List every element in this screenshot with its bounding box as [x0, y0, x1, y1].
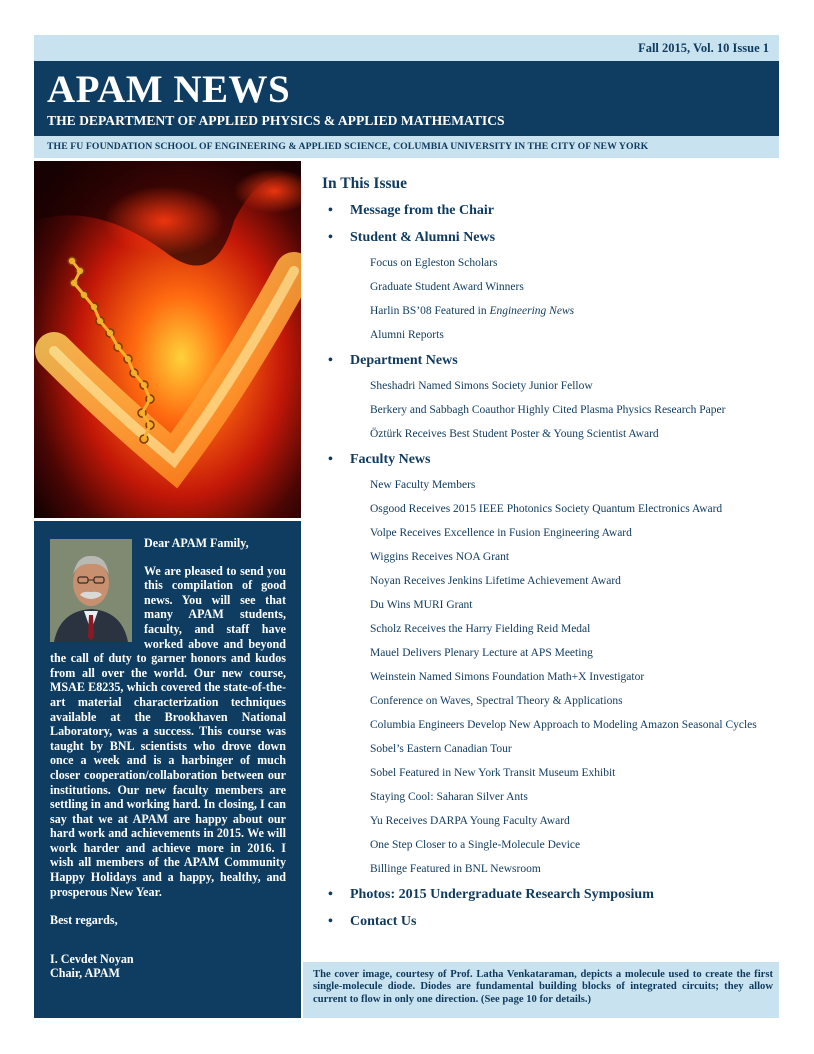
toc-item[interactable] [322, 477, 777, 501]
toc-item-text: Sobel Featured in New York Transit Museum Exhibit [370, 767, 616, 779]
cover-caption-box [303, 962, 779, 1018]
toc-item[interactable] [322, 693, 777, 717]
toc-item-text: Berkery and Sabbagh Coauthor Highly Cited Plasma Physics Research Paper [370, 404, 726, 416]
toc-item[interactable] [322, 621, 777, 645]
issue-bar [34, 35, 779, 61]
toc-item-text: Noyan Receives Jenkins Lifetime Achievement Award [370, 575, 621, 587]
bullet-icon: • [328, 452, 333, 467]
toc-item-emphasis: Engineering News [489, 305, 575, 317]
toc-item-text: Sheshadri Named Simons Society Junior Fellow [370, 380, 593, 392]
toc-section[interactable] [322, 912, 777, 939]
toc-item[interactable] [322, 717, 777, 741]
toc-section-label: Message from the Chair [350, 203, 494, 218]
toc-item[interactable] [322, 597, 777, 621]
toc-item[interactable] [322, 741, 777, 765]
toc-item[interactable] [322, 813, 777, 837]
toc-item[interactable] [322, 645, 777, 669]
letter-greeting: Dear APAM Family, [144, 536, 249, 550]
cover-image [34, 161, 301, 518]
bullet-icon: • [328, 887, 333, 902]
toc-item[interactable] [322, 573, 777, 597]
toc-item-text: Mauel Delivers Plenary Lecture at APS Meeting [370, 647, 593, 659]
toc-item[interactable] [322, 789, 777, 813]
letter-paragraph: We are pleased to send you this compilation of good news. You will see that many APAM students, faculty, and staff have worked above and beyond the call of duty to garner honors and kudos from all over the world. Our new course, MSAE E8235, which covered the state-of-the-art material characterization techniques available at the Brookhaven National Laboratory, was a success. This course was taught by BNL scientists who drove down once a week and is a harbinger of much closer cooperation/collaboration between our institutions. Our new faculty members are settling in and working hard. In closing, I can say that we at APAM are happy about our hard work and achievements in 2015. We will work harder and achieve more in 2016. I wish all members of the APAM Community Happy Holidays and a happy, healthy, and prosperous New Year. [50, 563, 286, 899]
toc-section-label: Student & Alumni News [350, 230, 496, 245]
toc-item[interactable] [322, 279, 777, 303]
toc-item[interactable] [322, 525, 777, 549]
school-name: THE FU FOUNDATION SCHOOL OF ENGINEERING & APPLIED SCIENCE, COLUMBIA UNIVERSITY IN THE CITY OF NEW YORK [47, 141, 649, 152]
toc-item[interactable] [322, 861, 777, 885]
toc-list [322, 201, 777, 939]
bullet-icon: • [328, 914, 333, 929]
cover-molecule-art [34, 161, 301, 518]
table-of-contents [322, 175, 777, 939]
toc-section-label: Faculty News [350, 452, 431, 467]
letter-closing: Best regards, [50, 913, 118, 928]
toc-item-text: Volpe Receives Excellence in Fusion Engineering Award [370, 527, 632, 539]
toc-item-text: Conference on Waves, Spectral Theory & Applications [370, 695, 623, 707]
toc-item-text: Yu Receives DARPA Young Faculty Award [370, 815, 570, 827]
toc-item-text: Sobel’s Eastern Canadian Tour [370, 743, 512, 755]
toc-item-text: Focus on Egleston Scholars [370, 257, 498, 269]
toc-item-text: Graduate Student Award Winners [370, 281, 524, 293]
newsletter-title: APAM NEWS [47, 68, 291, 111]
toc-item[interactable] [322, 378, 777, 402]
issue-label: Fall 2015, Vol. 10 Issue 1 [638, 41, 769, 55]
toc-section-label: Contact Us [350, 914, 417, 929]
toc-item-text: One Step Closer to a Single-Molecule Device [370, 839, 581, 851]
toc-item-text: New Faculty Members [370, 479, 476, 491]
masthead [34, 61, 779, 136]
toc-item-text: Staying Cool: Saharan Silver Ants [370, 791, 528, 803]
toc-item-text: Columbia Engineers Develop New Approach to Modeling Amazon Seasonal Cycles [370, 719, 757, 731]
toc-item[interactable] [322, 837, 777, 861]
school-bar [34, 136, 779, 158]
toc-item[interactable] [322, 765, 777, 789]
bullet-icon: • [328, 230, 333, 245]
toc-item-text: Scholz Receives the Harry Fielding Reid Medal [370, 623, 591, 635]
toc-item-text: Billinge Featured in BNL Newsroom [370, 863, 541, 875]
toc-item-text: Weinstein Named Simons Foundation Math+X Investigator [370, 671, 645, 683]
toc-item-text: Wiggins Receives NOA Grant [370, 551, 510, 563]
toc-item[interactable] [322, 255, 777, 279]
toc-section[interactable] [322, 351, 777, 378]
toc-item[interactable] [322, 501, 777, 525]
toc-section[interactable] [322, 885, 777, 912]
toc-item-text: Du Wins MURI Grant [370, 599, 473, 611]
toc-section-label: Photos: 2015 Undergraduate Research Symposium [350, 887, 654, 902]
signature-title: Chair, APAM [50, 966, 120, 981]
signature-name: I. Cevdet Noyan [50, 951, 134, 966]
toc-section[interactable] [322, 201, 777, 228]
toc-item-text: Harlin BS’08 Featured in [370, 305, 490, 317]
toc-item[interactable] [322, 426, 777, 450]
toc-item[interactable] [322, 327, 777, 351]
toc-section[interactable] [322, 228, 777, 255]
toc-section[interactable] [322, 450, 777, 477]
toc-item-text: Alumni Reports [370, 329, 444, 341]
newsletter-page [34, 35, 779, 1018]
toc-title: In This Issue [322, 175, 408, 192]
toc-item[interactable] [322, 303, 777, 327]
toc-section-label: Department News [350, 353, 458, 368]
letter-text [50, 536, 286, 981]
chair-portrait [50, 539, 132, 642]
cover-caption: The cover image, courtesy of Prof. Latha Venkataraman, depicts a molecule used to create the first single-molecule diode. Diodes are fundamental building blocks of integrated circuits; they allow current to flow in only one direction. (See page 10 for details.) [313, 969, 773, 1005]
toc-item-text: Öztürk Receives Best Student Poster & Young Scientist Award [370, 428, 659, 440]
chair-letter [34, 521, 301, 1018]
bullet-icon: • [328, 203, 333, 218]
toc-item[interactable] [322, 402, 777, 426]
toc-item-text: Osgood Receives 2015 IEEE Photonics Society Quantum Electronics Award [370, 503, 723, 515]
toc-item[interactable] [322, 669, 777, 693]
department-subtitle: THE DEPARTMENT OF APPLIED PHYSICS & APPLIED MATHEMATICS [47, 113, 505, 128]
toc-item[interactable] [322, 549, 777, 573]
bullet-icon: • [328, 353, 333, 368]
